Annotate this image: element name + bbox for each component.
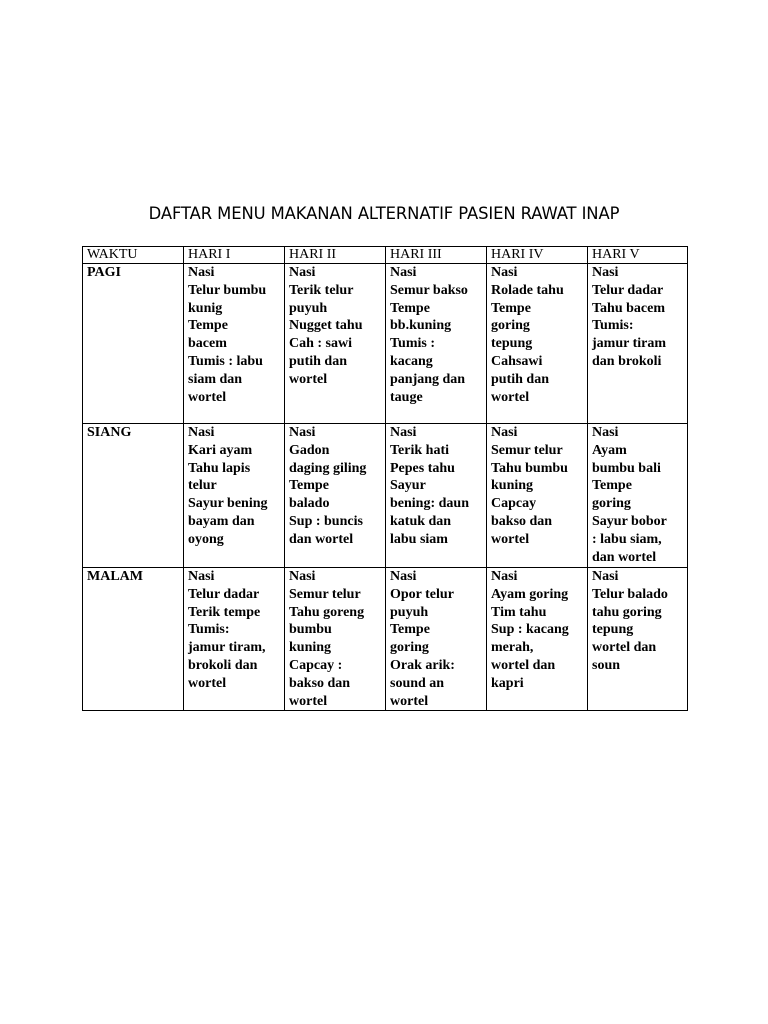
- menu-line: Tumis :: [390, 336, 436, 352]
- menu-line: Tim tahu: [491, 604, 547, 620]
- menu-line: dan brokoli: [592, 353, 662, 369]
- menu-line: jamur tiram: [592, 336, 666, 352]
- menu-line: Tempe: [390, 300, 430, 316]
- menu-cell-hari-3: [386, 264, 487, 424]
- menu-line: kuning: [289, 640, 332, 656]
- menu-line: kuning: [491, 478, 534, 494]
- menu-line: Tahu lapis: [188, 460, 251, 476]
- menu-line: Tumis:: [188, 622, 230, 638]
- menu-line: Nasi: [592, 425, 619, 440]
- table-row: [83, 424, 688, 568]
- menu-line: Nasi: [592, 569, 619, 584]
- waktu-cell: SIANG: [83, 424, 184, 568]
- waktu-cell: MALAM: [83, 568, 184, 711]
- menu-line: sound an: [390, 675, 445, 691]
- menu-line: brokoli dan: [188, 657, 258, 673]
- menu-cell-hari-3: [386, 568, 487, 711]
- menu-line: wortel: [491, 389, 530, 405]
- menu-line: tahu goring: [592, 604, 662, 620]
- menu-line: tepung: [592, 622, 634, 638]
- menu-line: bayam dan: [188, 513, 255, 529]
- menu-line: bening: daun: [390, 496, 469, 512]
- menu-line: Nasi: [390, 569, 417, 584]
- menu-line: putih dan: [491, 371, 549, 387]
- menu-cell-hari-5: [588, 568, 688, 711]
- menu-line: Telur dadar: [188, 586, 260, 602]
- menu-line: labu siam: [390, 531, 448, 547]
- menu-cell-hari-5: [588, 264, 688, 424]
- menu-line: Rolade tahu: [491, 282, 564, 298]
- menu-line: oyong: [188, 531, 224, 547]
- menu-line: goring: [592, 496, 631, 512]
- menu-line: Nasi: [390, 265, 417, 280]
- menu-line: Tempe: [491, 300, 531, 316]
- menu-line: Ayam: [592, 442, 627, 458]
- menu-line: Nasi: [188, 265, 215, 280]
- header-hari-2: HARI II: [285, 247, 386, 264]
- menu-line: Capcay :: [289, 657, 343, 673]
- menu-line: dan wortel: [592, 549, 657, 565]
- menu-cell-hari-2: [285, 264, 386, 424]
- menu-line: wortel: [289, 693, 328, 709]
- menu-line: soun: [592, 657, 621, 673]
- menu-line: Tempe: [289, 478, 329, 494]
- menu-line: kacang: [390, 353, 433, 369]
- header-hari-3: HARI III: [386, 247, 487, 264]
- menu-line: goring: [491, 318, 530, 334]
- menu-line: Tempe: [390, 622, 430, 638]
- menu-line: Telur dadar: [592, 282, 664, 298]
- menu-cell-hari-3: [386, 424, 487, 568]
- menu-line: Nasi: [289, 569, 316, 584]
- header-hari-4: HARI IV: [487, 247, 588, 264]
- menu-line: bb.kuning: [390, 318, 452, 334]
- menu-line: Tahu bumbu: [491, 460, 568, 476]
- menu-line: Nasi: [390, 425, 417, 440]
- menu-line: Semur telur: [491, 442, 563, 458]
- menu-line: bumbu: [289, 622, 332, 638]
- menu-line: Nasi: [491, 265, 518, 280]
- menu-line: Tempe: [592, 478, 632, 494]
- menu-cell-hari-5: [588, 424, 688, 568]
- menu-line: Pepes tahu: [390, 460, 455, 476]
- menu-body: [83, 264, 688, 711]
- menu-line: wortel: [289, 371, 328, 387]
- menu-line: wortel: [390, 693, 429, 709]
- menu-line: bakso dan: [289, 675, 351, 691]
- menu-line: Nasi: [592, 265, 619, 280]
- menu-line: Cah : sawi: [289, 336, 353, 352]
- menu-line: Nasi: [188, 569, 215, 584]
- menu-line: siam dan: [188, 371, 243, 387]
- menu-line: bacem: [188, 336, 227, 352]
- menu-line: Sayur bobor: [592, 513, 667, 529]
- menu-line: Nasi: [188, 425, 215, 440]
- menu-line: wortel dan: [491, 657, 556, 673]
- menu-line: Sayur bening: [188, 496, 268, 512]
- menu-line: katuk dan: [390, 513, 452, 529]
- menu-cell-hari-2: [285, 424, 386, 568]
- menu-line: wortel: [188, 675, 227, 691]
- menu-line: jamur tiram,: [188, 640, 266, 656]
- menu-line: Sup : kacang: [491, 622, 569, 638]
- menu-line: Sayur: [390, 478, 426, 494]
- menu-line: Orak arik:: [390, 657, 455, 673]
- menu-line: Nugget tahu: [289, 318, 363, 334]
- menu-line: Cahsawi: [491, 353, 543, 369]
- menu-cell-hari-4: [487, 264, 588, 424]
- menu-line: Terik telur: [289, 282, 354, 298]
- header-row: [83, 247, 688, 264]
- menu-line: Nasi: [289, 425, 316, 440]
- menu-line: Tumis:: [592, 318, 634, 334]
- menu-line: kunig: [188, 300, 223, 316]
- menu-line: wortel dan: [592, 640, 657, 656]
- menu-line: Semur telur: [289, 586, 361, 602]
- menu-line: kapri: [491, 675, 524, 691]
- menu-line: Nasi: [491, 425, 518, 440]
- menu-line: wortel: [188, 389, 227, 405]
- menu-cell-hari-1: [184, 424, 285, 568]
- menu-line: Tahu bacem: [592, 300, 666, 316]
- menu-line: Tempe: [188, 318, 228, 334]
- menu-line: Tahu goreng: [289, 604, 365, 620]
- menu-cell-hari-1: [184, 264, 285, 424]
- menu-line: Kari ayam: [188, 442, 253, 458]
- menu-cell-hari-2: [285, 568, 386, 711]
- document-title: DAFTAR MENU MAKANAN ALTERNATIF PASIEN RAWAT INAP: [148, 204, 620, 223]
- menu-line: Semur bakso: [390, 282, 468, 298]
- menu-cell-hari-4: [487, 424, 588, 568]
- menu-line: panjang dan: [390, 371, 466, 387]
- menu-line: Ayam goring: [491, 586, 569, 602]
- menu-line: daging giling: [289, 460, 367, 476]
- menu-line: Nasi: [289, 265, 316, 280]
- menu-line: Sup : buncis: [289, 513, 363, 529]
- menu-line: wortel: [491, 531, 530, 547]
- menu-table: [82, 246, 688, 711]
- menu-line: putih dan: [289, 353, 347, 369]
- menu-line: Telur bumbu: [188, 282, 267, 298]
- header-hari-5: HARI V: [588, 247, 688, 264]
- table-row: [83, 264, 688, 424]
- menu-line: merah,: [491, 640, 534, 656]
- header-hari-1: HARI I: [184, 247, 285, 264]
- menu-line: puyuh: [289, 300, 328, 316]
- menu-line: tepung: [491, 336, 533, 352]
- menu-line: Nasi: [491, 569, 518, 584]
- menu-line: Terik hati: [390, 442, 449, 458]
- header-waktu: WAKTU: [83, 247, 184, 264]
- menu-line: puyuh: [390, 604, 429, 620]
- menu-line: balado: [289, 496, 330, 512]
- menu-line: Telur balado: [592, 586, 668, 602]
- menu-line: goring: [390, 640, 429, 656]
- waktu-cell: PAGI: [83, 264, 184, 424]
- menu-line: Capcay: [491, 496, 537, 512]
- menu-line: : labu siam,: [592, 531, 662, 547]
- menu-line: bakso dan: [491, 513, 553, 529]
- menu-line: tauge: [390, 389, 423, 405]
- menu-line: dan wortel: [289, 531, 354, 547]
- menu-line: Tumis : labu: [188, 353, 263, 369]
- menu-line: Terik tempe: [188, 604, 261, 620]
- table-row: [83, 568, 688, 711]
- menu-cell-hari-4: [487, 568, 588, 711]
- menu-line: telur: [188, 478, 217, 494]
- menu-line: Gadon: [289, 442, 330, 458]
- menu-line: bumbu bali: [592, 460, 661, 476]
- menu-line: Opor telur: [390, 586, 454, 602]
- menu-cell-hari-1: [184, 568, 285, 711]
